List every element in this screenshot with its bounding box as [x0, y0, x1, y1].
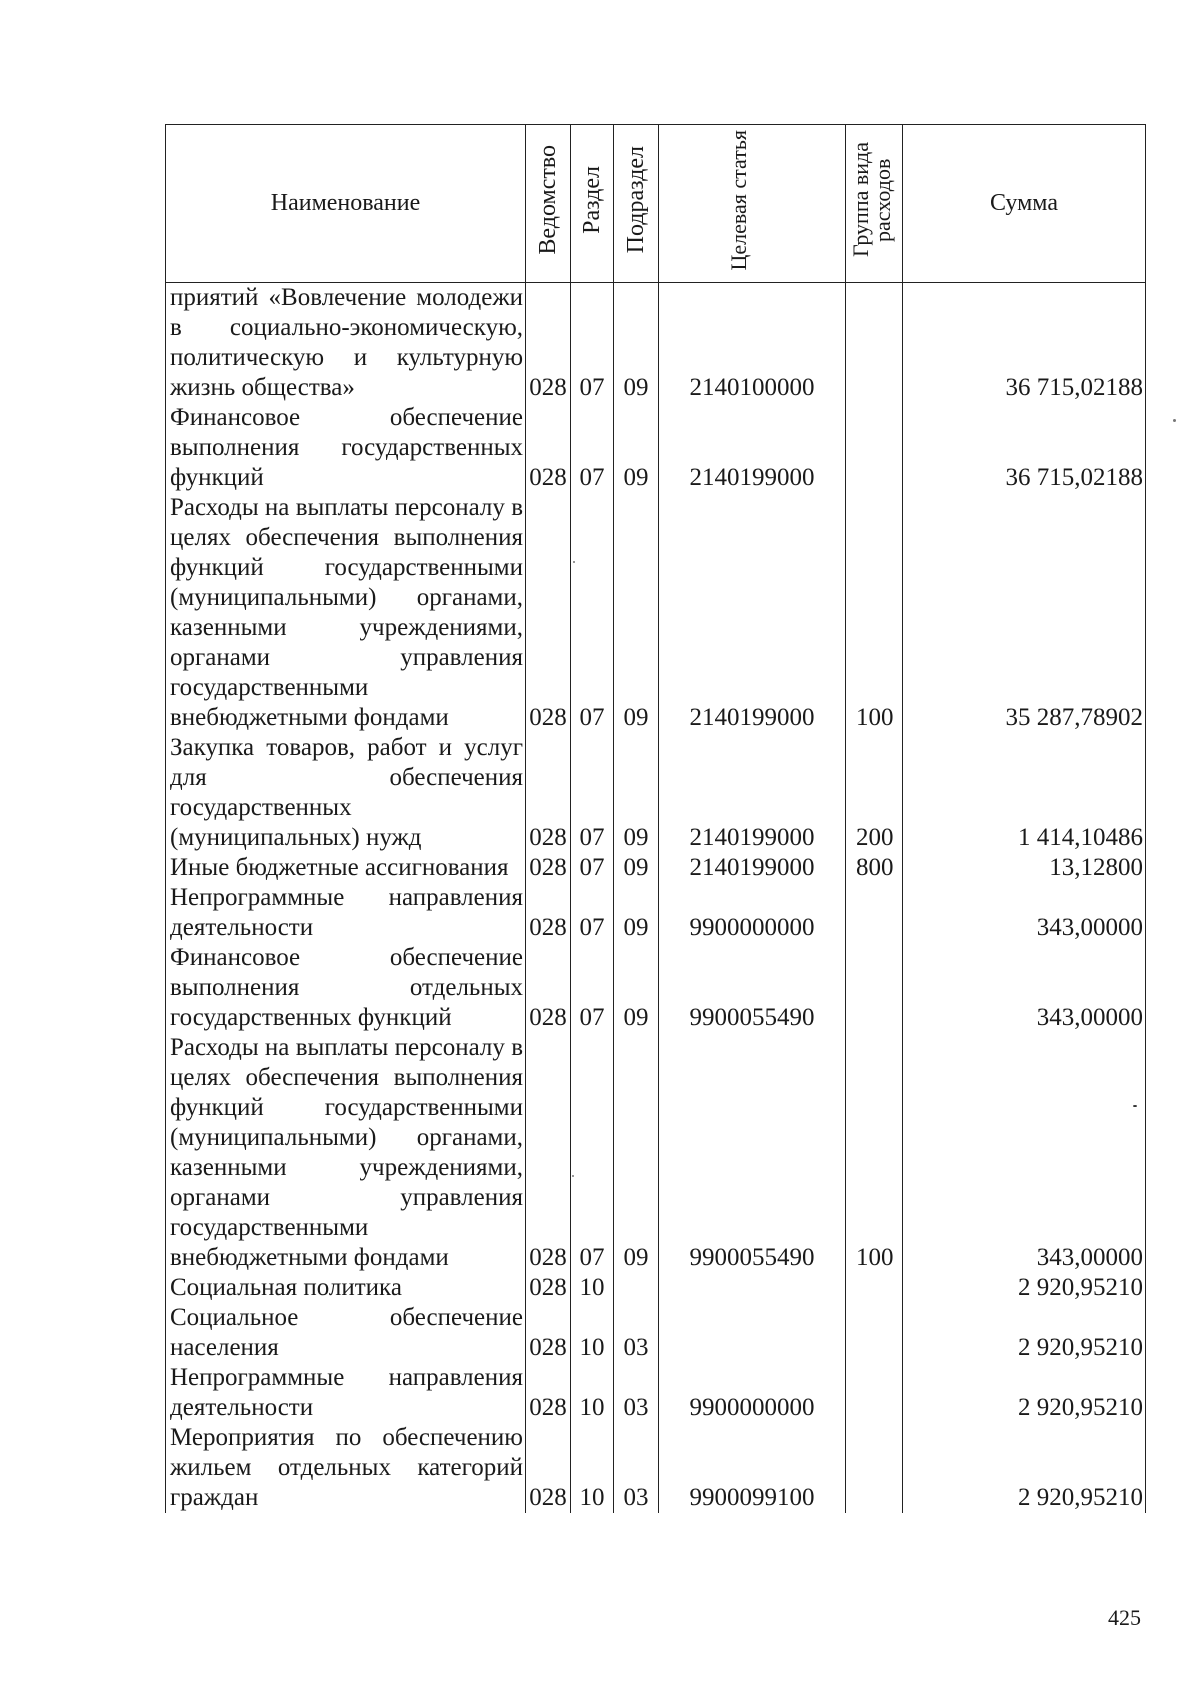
row-vedomstvo-cell: 028 [526, 1273, 571, 1303]
row-summa-cell: 36 715,02188 [903, 403, 1146, 493]
row-summa-cell: 343,00000 [903, 1033, 1146, 1273]
table-row [166, 1303, 1146, 1363]
row-summa-cell: 343,00000 [903, 943, 1146, 1033]
row-podrazdel-cell: 09 [614, 403, 659, 493]
row-vedomstvo-cell: 028 [526, 1303, 571, 1363]
row-name-cell: Закупка товаров, работ и услуг для обеспечения государственных (муниципальных) нужд [166, 733, 526, 853]
row-vedomstvo-cell: 028 [526, 943, 571, 1033]
row-name-cell: Расходы на выплаты персоналу в целях обеспечения выполнения функций государственными (муниципальными) органами, казенными учреждениями, органами управления государственными внебюджетными фондами [166, 1033, 526, 1273]
row-razdel-cell: 10 [571, 1273, 614, 1303]
row-gruppa-cell [846, 283, 903, 404]
row-celevaya-cell: 2140100000 [659, 283, 846, 404]
table-row [166, 1363, 1146, 1423]
row-vedomstvo-cell: 028 [526, 493, 571, 733]
row-name-cell: Расходы на выплаты персоналу в целях обеспечения выполнения функций государственными (муниципальными) органами, казенными учреждениями, органами управления государственными внебюджетными фондами [166, 493, 526, 733]
row-podrazdel-cell: 03 [614, 1363, 659, 1423]
table-header [166, 125, 1146, 283]
table-row [166, 283, 1146, 404]
row-podrazdel-cell: 09 [614, 733, 659, 853]
row-name-cell: Мероприятия по обеспечению жильем отдельных категорий граждан [166, 1423, 526, 1513]
scan-speck [1173, 419, 1176, 422]
row-celevaya-cell: 2140199000 [659, 403, 846, 493]
header-razdel: Раздел [571, 125, 614, 283]
row-razdel-cell: 10 [571, 1303, 614, 1363]
row-summa-cell: 2 920,95210 [903, 1303, 1146, 1363]
row-celevaya-cell [659, 1303, 846, 1363]
table-row [166, 853, 1146, 883]
row-name-cell: Социальное обеспечение населения [166, 1303, 526, 1363]
row-razdel-cell: 07 [571, 403, 614, 493]
table-row [166, 1423, 1146, 1513]
table-row [166, 1273, 1146, 1303]
row-celevaya-cell: 9900099100 [659, 1423, 846, 1513]
budget-table [165, 124, 1146, 1513]
row-razdel-cell: 07 [571, 493, 614, 733]
row-celevaya-cell: 9900000000 [659, 883, 846, 943]
row-celevaya-cell: 9900055490 [659, 1033, 846, 1273]
row-razdel-cell: 10 [571, 1363, 614, 1423]
row-summa-cell: 2 920,95210 [903, 1273, 1146, 1303]
row-vedomstvo-cell: 028 [526, 1423, 571, 1513]
row-vedomstvo-cell: 028 [526, 403, 571, 493]
table-row [166, 733, 1146, 853]
row-name-cell: Финансовое обеспечение выполнения отдельных государственных функций [166, 943, 526, 1033]
table-body [166, 283, 1146, 1514]
row-summa-cell: 343,00000 [903, 883, 1146, 943]
row-summa-cell: 35 287,78902 [903, 493, 1146, 733]
header-podrazdel: Подраздел [614, 125, 659, 283]
page-number: 425 [1108, 1605, 1141, 1630]
row-celevaya-cell: 9900055490 [659, 943, 846, 1033]
row-razdel-cell: 07 [571, 1033, 614, 1273]
row-vedomstvo-cell: 028 [526, 733, 571, 853]
row-podrazdel-cell: 03 [614, 1303, 659, 1363]
row-gruppa-cell: 100 [846, 1033, 903, 1273]
row-razdel-cell: 07 [571, 883, 614, 943]
row-razdel-cell: 07 [571, 943, 614, 1033]
row-summa-cell: 2 920,95210 [903, 1363, 1146, 1423]
row-podrazdel-cell: 09 [614, 853, 659, 883]
header-celevaya-statya: Целевая статья [659, 125, 846, 283]
row-celevaya-cell: 2140199000 [659, 493, 846, 733]
row-name-cell: приятий «Вовлечение молодежи в социально-экономическую, политическую и культурную жизнь общества» [166, 283, 526, 404]
row-celevaya-cell: 2140199000 [659, 733, 846, 853]
table-row [166, 403, 1146, 493]
header-gruppa-vida-raskhodov: Группа вида расходов [846, 125, 903, 283]
row-celevaya-cell [659, 1273, 846, 1303]
row-podrazdel-cell [614, 1273, 659, 1303]
row-razdel-cell: 07 [571, 853, 614, 883]
table-row [166, 943, 1146, 1033]
row-name-cell: Социальная политика [166, 1273, 526, 1303]
row-summa-cell: 13,12800 [903, 853, 1146, 883]
row-summa-cell: 2 920,95210 [903, 1423, 1146, 1513]
row-podrazdel-cell: 09 [614, 943, 659, 1033]
row-vedomstvo-cell: 028 [526, 1033, 571, 1273]
row-podrazdel-cell: 09 [614, 283, 659, 404]
row-summa-cell: 36 715,02188 [903, 283, 1146, 404]
row-vedomstvo-cell: 028 [526, 883, 571, 943]
row-name-cell: Непрограммные направления деятельности [166, 1363, 526, 1423]
row-celevaya-cell: 2140199000 [659, 853, 846, 883]
row-podrazdel-cell: 09 [614, 1033, 659, 1273]
row-podrazdel-cell: 09 [614, 493, 659, 733]
row-name-cell: Непрограммные направления деятельности [166, 883, 526, 943]
header-name: Наименование [166, 125, 526, 283]
row-razdel-cell: 07 [571, 283, 614, 404]
row-summa-cell: 1 414,10486 [903, 733, 1146, 853]
row-gruppa-cell [846, 1303, 903, 1363]
row-celevaya-cell: 9900000000 [659, 1363, 846, 1423]
row-gruppa-cell: 100 [846, 493, 903, 733]
row-name-cell: Иные бюджетные ассигнования [166, 853, 526, 883]
row-gruppa-cell [846, 1423, 903, 1513]
row-gruppa-cell: 200 [846, 733, 903, 853]
row-gruppa-cell [846, 883, 903, 943]
row-razdel-cell: 10 [571, 1423, 614, 1513]
header-vedomstvo: Ведомство [526, 125, 571, 283]
table-row [166, 1033, 1146, 1273]
table-row [166, 493, 1146, 733]
table-row [166, 883, 1146, 943]
row-gruppa-cell [846, 403, 903, 493]
row-podrazdel-cell: 09 [614, 883, 659, 943]
row-gruppa-cell [846, 1273, 903, 1303]
row-vedomstvo-cell: 028 [526, 853, 571, 883]
row-podrazdel-cell: 03 [614, 1423, 659, 1513]
row-gruppa-cell [846, 1363, 903, 1423]
row-name-cell: Финансовое обеспечение выполнения государственных функций [166, 403, 526, 493]
row-vedomstvo-cell: 028 [526, 283, 571, 404]
row-gruppa-cell: 800 [846, 853, 903, 883]
row-gruppa-cell [846, 943, 903, 1033]
row-razdel-cell: 07 [571, 733, 614, 853]
header-summa: Сумма [903, 125, 1146, 283]
row-vedomstvo-cell: 028 [526, 1363, 571, 1423]
